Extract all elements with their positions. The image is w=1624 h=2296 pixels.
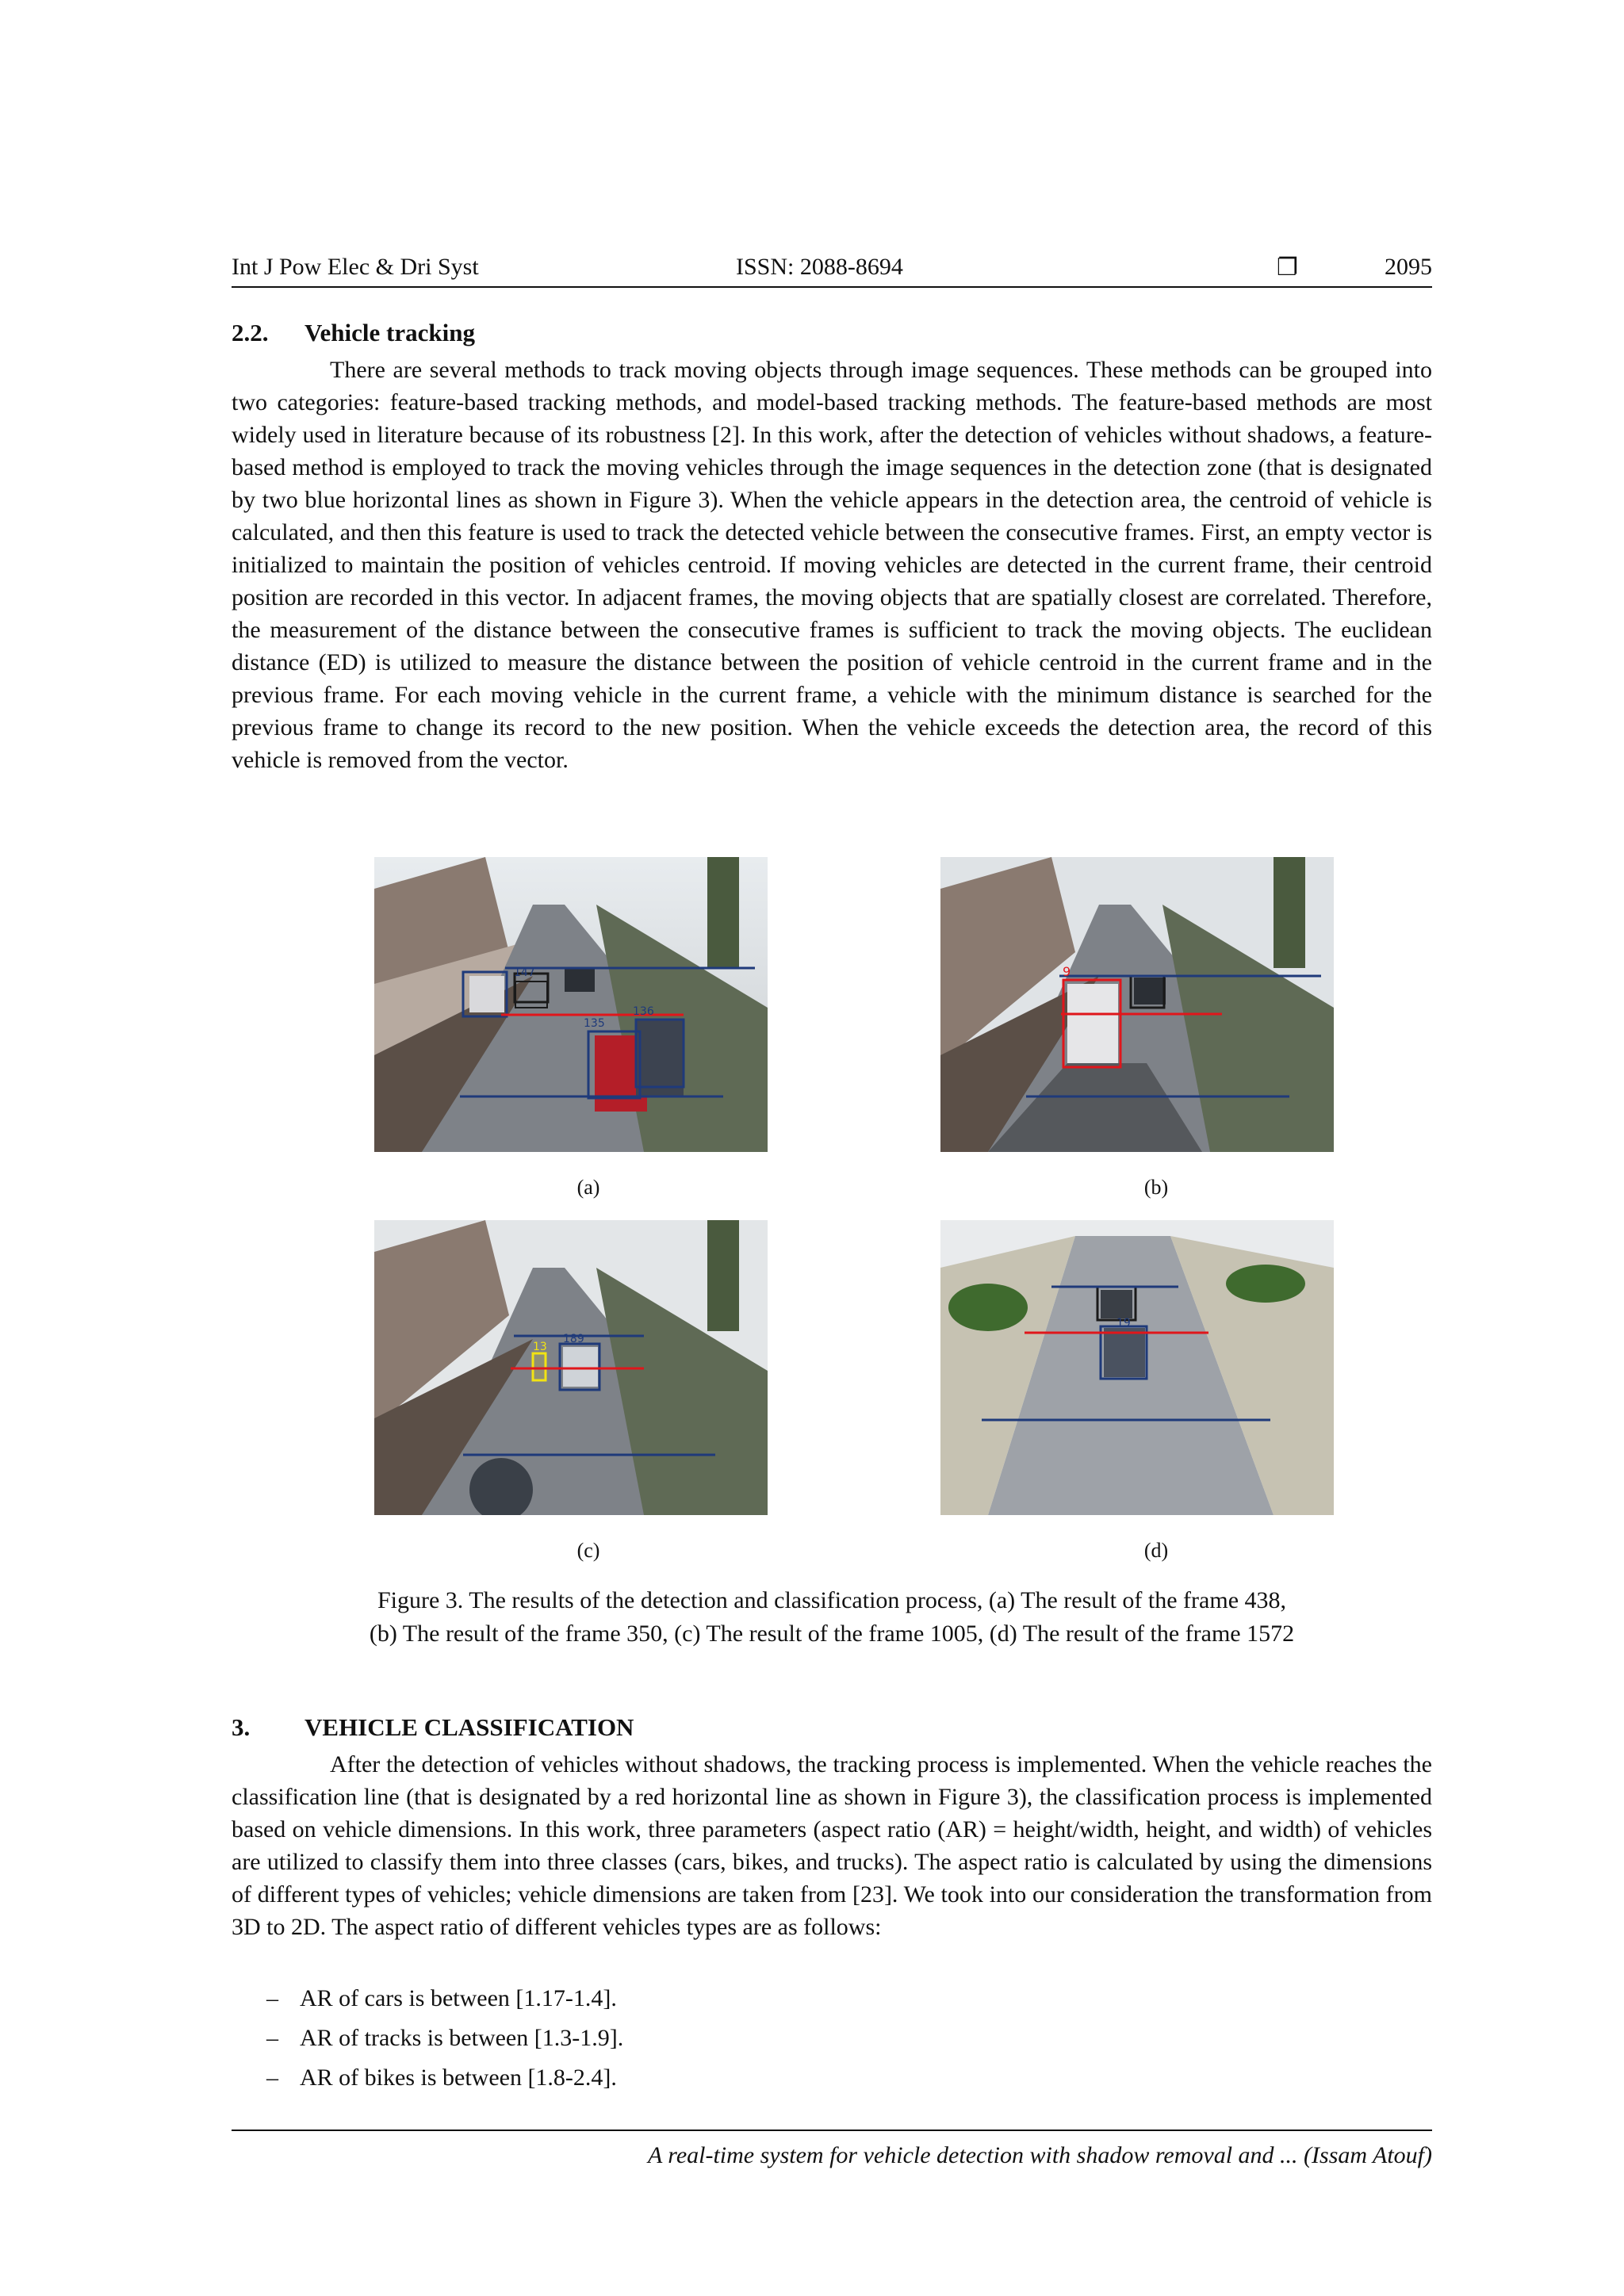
sublabel-b: (b) <box>1143 1176 1169 1199</box>
classification-paragraph-text: After the detection of vehicles without shadows, the tracking process is implemented. When the vehicle reaches the classification line (that is designated by a red horizontal line as shown in Figure 3), the classification process is implemented based on vehicle dimensions. In this work, three parameters (aspect ratio (AR) = height/width, height, and width) of vehicles are utilized to classify them into three classes (cars, bikes, and trucks). The aspect ratio is calculated by using the dimensions of different types of vehicles; vehicle dimensions are taken from [23]. We took into our consideration the transformation from 3D to 2D. The aspect ratio of different vehicles types are as follows: <box>232 1751 1432 1940</box>
running-footer: A real-time system for vehicle detection with shadow removal and ... (Issam Atouf) <box>647 2142 1432 2168</box>
figure-panel-a <box>374 857 768 1152</box>
running-header <box>232 254 1432 285</box>
tracking-paragraph-text: There are several methods to track moving objects through image sequences. These methods can be grouped into two categories: feature-based tracking methods, and model-based tracking methods. The feature-based methods are most widely used in literature because of its robustness [2]. In this work, after the detection of vehicles without shadows, a feature-based method is employed to track the moving vehicles through the image sequences in the detection zone (that is designated by two blue horizontal lines as shown in Figure 3). When the vehicle appears in the detection area, the centroid of vehicle is calculated, and then this feature is used to track the detected vehicle between the consecutive frames. First, an empty vector is initialized to maintain the position of vehicles centroid. If moving vehicles are detected in the current frame, their centroid position are recorded in this vector. In adjacent frames, the moving objects that are spatially closest are correlated. Therefore, the measurement of the distance between the consecutive frames is sufficient to track the moving objects. The euclidean distance (ED) is utilized to measure the distance between the position of vehicle centroid in the current frame and in the previous frame. For each moving vehicle in the current frame, a vehicle with the minimum distance is searched for the previous frame to change its record to the new position. When the vehicle exceeds the detection area, the record of this vehicle is removed from the vector. <box>232 357 1432 773</box>
classification-paragraph <box>232 1748 1432 1943</box>
figure-panel-b <box>940 857 1334 1152</box>
aspect-ratio-list <box>266 1979 623 2098</box>
header-rule <box>232 286 1432 288</box>
label-19: 19 <box>1116 1317 1131 1330</box>
square-icon: ❐ <box>1277 254 1298 281</box>
figure-caption <box>232 1584 1432 1651</box>
caption-line-1: Figure 3. The results of the detection and classification process, (a) The result of the frame 438, <box>377 1587 1287 1613</box>
label-189: 189 <box>563 1333 584 1345</box>
issn: ISSN: 2088-8694 <box>736 254 903 280</box>
sublabel-c: (c) <box>576 1539 600 1562</box>
figure-panel-c <box>374 1220 768 1515</box>
sublabel-d: (d) <box>1143 1539 1169 1562</box>
section-heading-2-2 <box>232 319 475 347</box>
page-number: 2095 <box>1385 254 1432 280</box>
sublabel-a: (a) <box>576 1176 600 1199</box>
journal-name: Int J Pow Elec & Dri Syst <box>232 254 479 280</box>
section-number: 2.2. <box>232 319 269 346</box>
list-item: – AR of bikes is between [1.8-2.4]. <box>266 2064 617 2091</box>
footer-rule <box>232 2130 1432 2131</box>
label-9: 9 <box>1063 964 1071 979</box>
tracking-paragraph <box>232 354 1432 776</box>
label-136: 136 <box>633 1005 654 1018</box>
figure-panel-d <box>940 1220 1334 1515</box>
section-title: VEHICLE CLASSIFICATION <box>304 1713 634 1741</box>
section-number: 3. <box>232 1713 251 1741</box>
section-heading-3 <box>232 1713 634 1742</box>
list-item: – AR of tracks is between [1.3-1.9]. <box>266 2025 624 2051</box>
label-135: 135 <box>584 1017 605 1030</box>
list-item: – AR of cars is between [1.17-1.4]. <box>266 1985 617 2011</box>
section-title: Vehicle tracking <box>304 319 475 346</box>
label-13: 13 <box>533 1341 547 1353</box>
caption-line-2: (b) The result of the frame 350, (c) The result of the frame 1005, (d) The result of the frame 1572 <box>369 1621 1295 1647</box>
label-147: 147 <box>514 966 535 979</box>
